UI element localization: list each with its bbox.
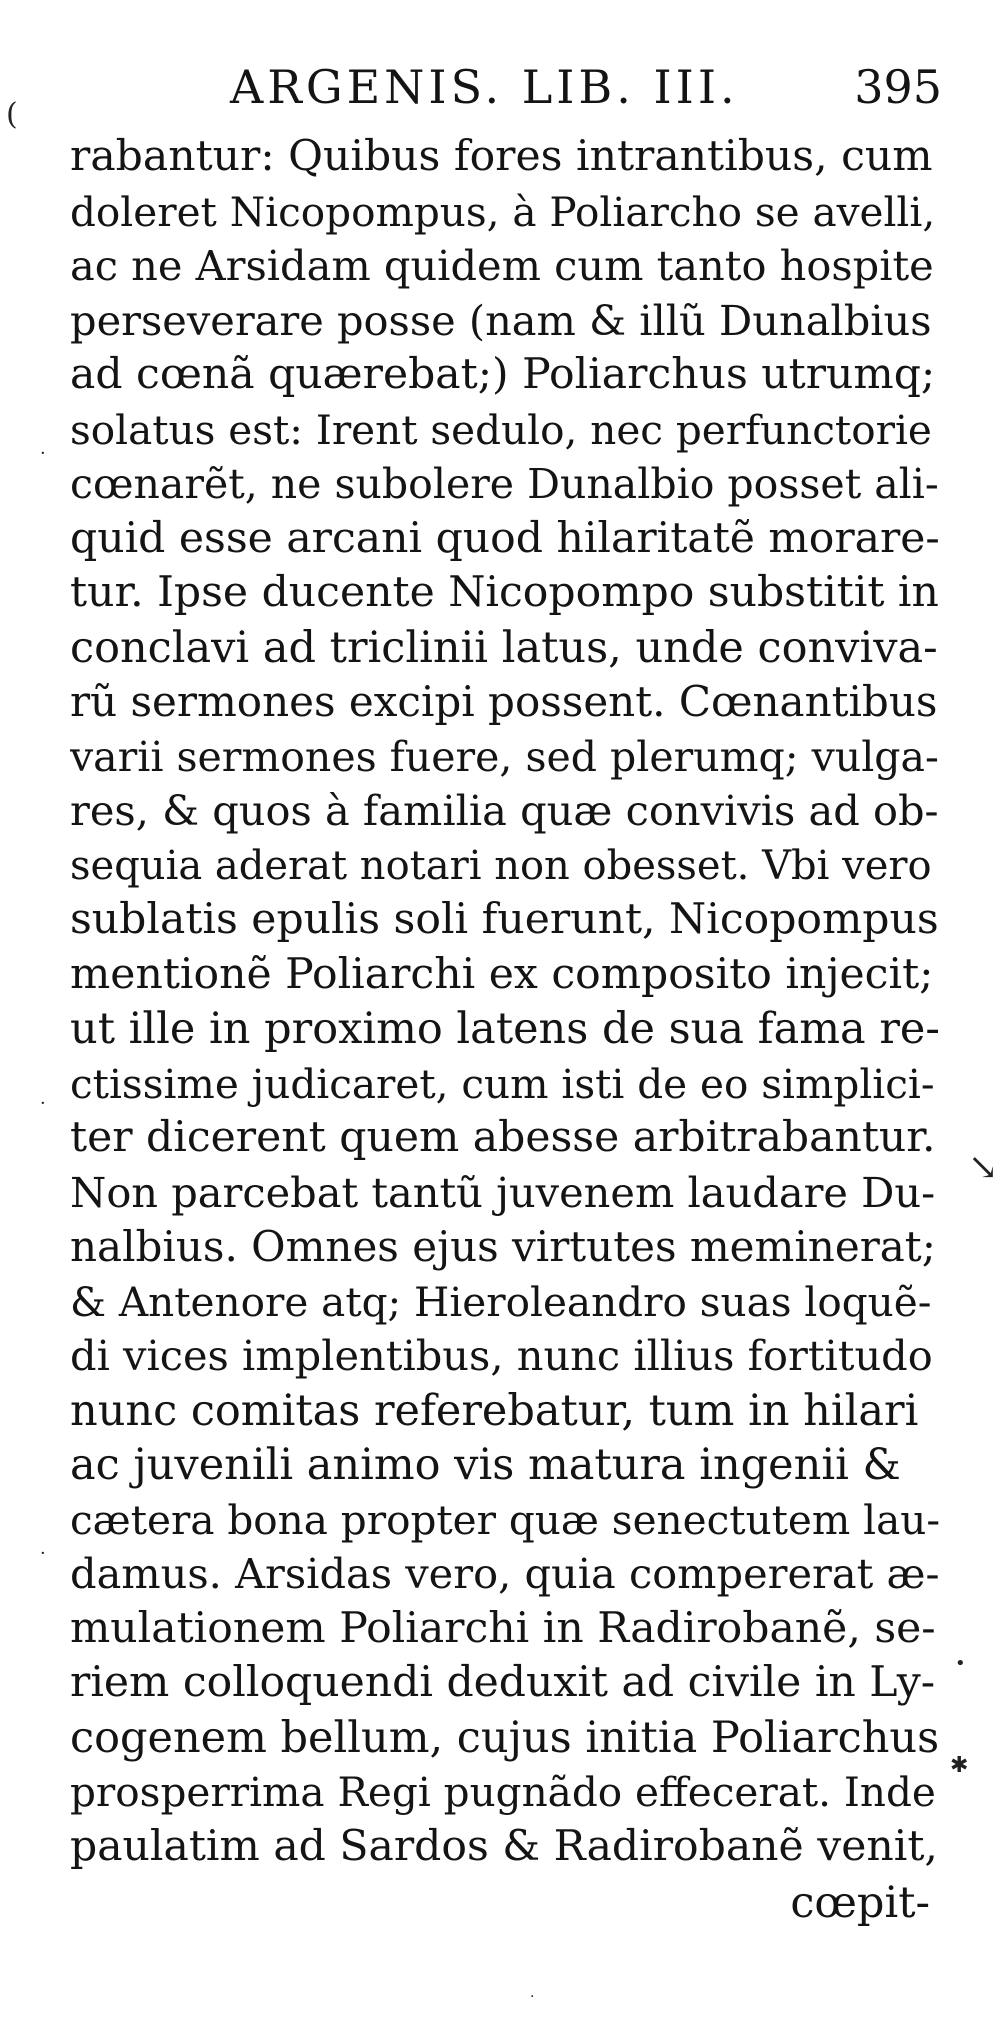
text-line: ad cœnã quærebat;) Poliarchus utrumq; (70, 350, 936, 399)
text-line: conclavi ad triclinii latus, unde conviva- (70, 622, 938, 673)
body-text (70, 130, 940, 1874)
text-line: mentionẽ Poliarchi ex composito injecit; (70, 949, 934, 999)
text-line: solatus est: Irent sedulo, nec perfunctorie (70, 405, 932, 454)
margin-arrow-mark: ↘ (968, 1147, 999, 1188)
margin-speck: · (40, 443, 46, 464)
page-number: 395 (854, 60, 942, 114)
text-line: rũ sermones excipi possent. Cœnantibus (70, 677, 938, 726)
text-line: sublatis epulis soli fuerunt, Nicopompus (70, 895, 939, 944)
text-line: damus. Arsidas vero, quia compererat æ- (70, 1549, 940, 1598)
text-line: ter dicerent quem abesse arbitrabantur. (70, 1113, 936, 1162)
text-line: ac juvenili animo vis matura ingenii & (70, 1440, 901, 1490)
text-line: doleret Nicopompus, à Poliarcho se avelli, (70, 187, 936, 236)
text-line: & Antenore atq; Hieroleandro suas loquẽ- (70, 1277, 932, 1326)
margin-speck: · (530, 1989, 535, 2005)
margin-speck: · (40, 1543, 46, 1564)
text-line: nalbius. Omnes ejus virtutes meminerat; (70, 1222, 936, 1271)
text-line: perseverare posse (nam & illũ Dunalbius (70, 295, 932, 345)
text-line: cogenem bellum, cujus initia Poliarchus (70, 1712, 940, 1763)
text-line: di vices implentibus, nunc illius fortitudo (70, 1331, 933, 1380)
text-line: paulatim ad Sardos & Radirobanẽ venit, (70, 1821, 938, 1871)
text-line: sequia aderat notari non obesset. Vbi vero (70, 842, 932, 889)
text-line: tur. Ipse ducente Nicopompo substitit in (70, 568, 939, 617)
catchword: cœpit- (790, 1878, 930, 1928)
margin-stroke-mark: ( (6, 97, 18, 132)
text-line: cætera bona propter quæ senectutem lau- (70, 1495, 940, 1544)
text-line: prosperrima Regi pugnãdo effecerat. Inde (70, 1768, 936, 1816)
text-line: quid esse arcani quod hilaritatẽ morare- (70, 513, 940, 563)
margin-speck: · (40, 1093, 46, 1114)
margin-dot-mark: • (955, 1653, 966, 1674)
text-line: nunc comitas referebatur, tum in hilari (70, 1385, 919, 1436)
text-line: mulationem Poliarchi in Radirobanẽ, se- (70, 1603, 936, 1653)
text-line: ctissime judicaret, cum isti de eo simplici- (70, 1059, 935, 1108)
text-line: rabantur: Quibus fores intrantibus, cum (70, 132, 933, 181)
text-line: varii sermones fuere, sed plerumq; vulga- (70, 732, 939, 781)
text-line: res, & quos à familia quæ convivis ad ob- (70, 786, 939, 835)
margin-asterisk-mark: ✱ (950, 1753, 969, 1778)
text-line: cœnarẽt, ne subolere Dunalbio posset ali- (70, 460, 939, 508)
running-title: ARGENIS. LIB. III. (230, 60, 739, 114)
text-line: Non parcebat tantũ juvenem laudare Du- (70, 1167, 936, 1217)
text-line: ac ne Arsidam quidem cum tanto hospite (70, 241, 934, 290)
text-line: ut ille in proximo latens de sua fama re- (70, 1004, 940, 1054)
text-line: riem colloquendi deduxit ad civile in Ly- (70, 1658, 936, 1707)
running-head (70, 60, 950, 130)
